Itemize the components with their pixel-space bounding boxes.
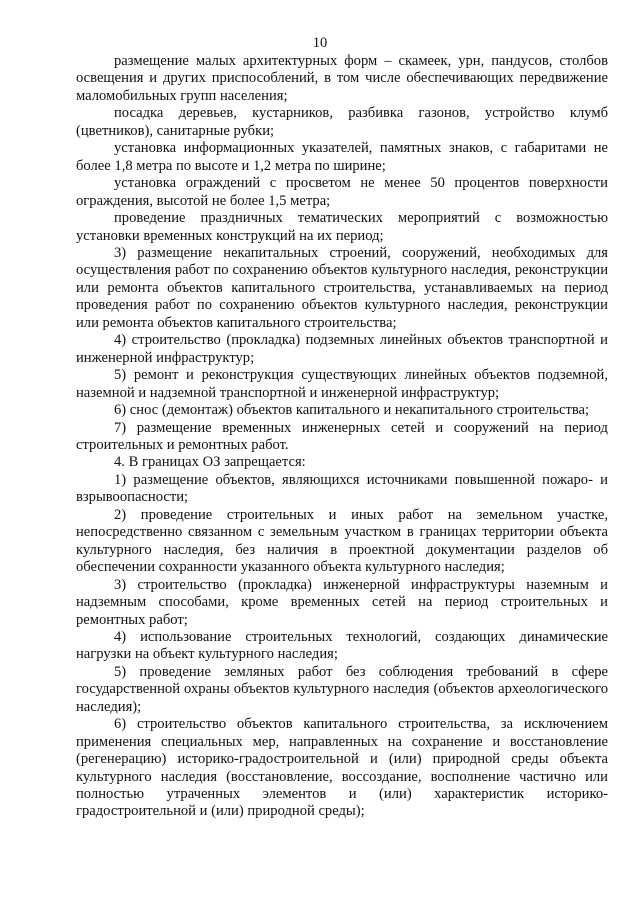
paragraph: установка информационных указателей, памятных знаков, с габаритами не более 1,8 метра по высоте и 1,2 метра по ширине; <box>76 140 608 174</box>
section-heading: 4. В границах ОЗ запрещается: <box>114 454 306 471</box>
document-text <box>76 53 608 821</box>
paragraph: 4) использование строительных технологий, создающих динамические нагрузки на объект культурного наследия; <box>76 628 608 663</box>
paragraph: размещение малых архитектурных форм – скамеек, урн, пандусов, столбов освещения и других приспособлений, в том числе обеспечивающих передвижение маломобильных групп населения; <box>76 53 608 104</box>
paragraph: установка ограждений с просветом не менее 50 процентов поверхности ограждения, высотой не более 1,5 метра; <box>76 175 608 209</box>
paragraph: проведение праздничных тематических мероприятий с возможностью установки временных конструкций на их период; <box>76 210 608 244</box>
paragraph: 3) строительство (прокладка) инженерной инфраструктуры наземным и надземным способами, кроме временных сетей на период строительных и ремонтных работ; <box>76 576 608 628</box>
paragraph: 4) строительство (прокладка) подземных линейных объектов транспортной и инженерной инфраструктур; <box>76 332 608 366</box>
paragraph: посадка деревьев, кустарников, разбивка газонов, устройство клумб (цветников), санитарные рубки; <box>76 105 608 139</box>
paragraph: 6) строительство объектов капитального строительства, за исключением применения специальных мер, направленных на сохранение и восстановление (регенерацию) историко-градостроительной и (или) природной среды объекта культурного наследия (восстановление, воссоздание, восполнение частично или полностью утраченных элементов и (или) характеристик историко-градостроительной и (или) природной среды); <box>76 716 608 820</box>
paragraph: 7) размещение временных инженерных сетей и сооружений на период строительных и ремонтных работ. <box>76 419 608 453</box>
paragraph: 6) снос (демонтаж) объектов капитального и некапитального строительства; <box>114 402 590 419</box>
paragraph: 3) размещение некапитальных строений, сооружений, необходимых для осуществления работ по сохранению объектов культурного наследия, реконструкции или ремонта объектов капитального строительства, устанавливаемых на период проведения работ по сохранению объектов культурного наследия, реконструкции или ремонта объектов капитального строительства; <box>76 244 608 331</box>
page-number: 10 <box>312 35 328 51</box>
paragraph: 1) размещение объектов, являющихся источниками повышенной пожаро- и взрывоопасности; <box>76 471 608 506</box>
paragraph: 2) проведение строительных и иных работ на земельном участке, непосредственно связанном с земельным участком в границах территории объекта культурного наследия, без наличия в проектной документации разделов об обеспечении сохранности указанного объекта культурного наследия; <box>76 506 608 576</box>
paragraph: 5) ремонт и реконструкция существующих линейных объектов подземной, наземной и надземной транспортной и инженерной инфраструктур; <box>76 367 608 401</box>
paragraph: 5) проведение земляных работ без соблюдения требований в сфере государственной охраны объектов культурного наследия (объектов археологического наследия); <box>76 663 608 715</box>
